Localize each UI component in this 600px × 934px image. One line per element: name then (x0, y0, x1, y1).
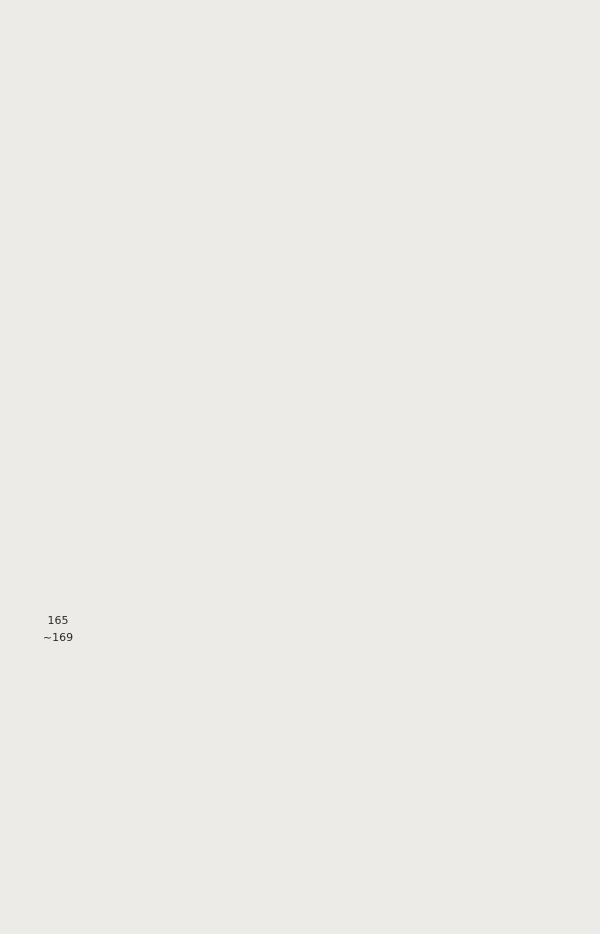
y-axis-label-right-head-1: 165 (47, 614, 69, 627)
y-axis-label-right-head-2: ~169 (42, 631, 74, 644)
